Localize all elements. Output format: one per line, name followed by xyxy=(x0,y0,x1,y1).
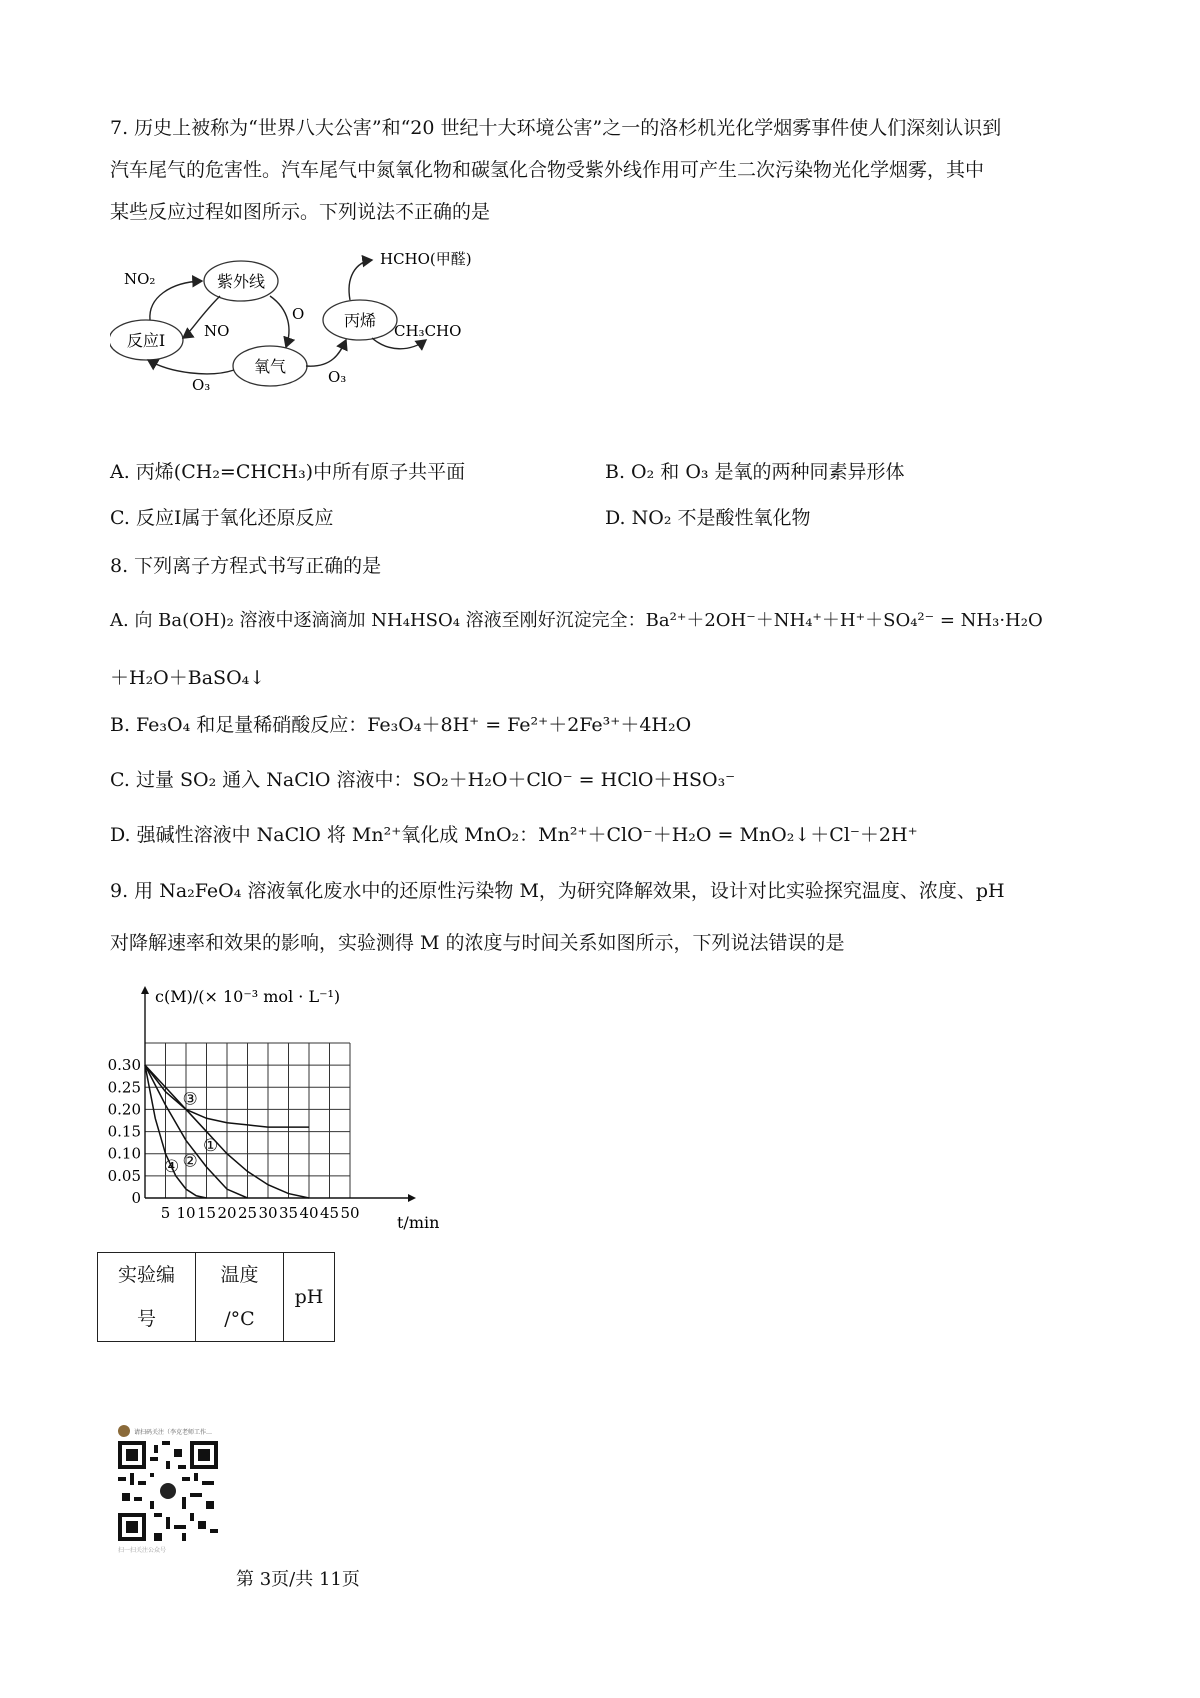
x-tick-label: 50 xyxy=(340,1204,360,1222)
series-label: ④ xyxy=(164,1157,180,1178)
x-tick-label: 45 xyxy=(319,1204,340,1222)
q8-option-d: D. 强碱性溶液中 NaClO 将 Mn²⁺氧化成 MnO₂：Mn²⁺＋ClO⁻＋H₂O = MnO₂↓＋Cl⁻＋2H⁺ xyxy=(110,824,918,846)
y-tick-label: 0.05 xyxy=(107,1166,141,1185)
label-o: O xyxy=(292,305,305,323)
qr-code-icon[interactable] xyxy=(118,1441,218,1541)
series-label: ① xyxy=(202,1135,219,1156)
x-tick-label: 35 xyxy=(278,1204,299,1222)
x-tick-label: 5 xyxy=(160,1204,171,1222)
x-axis-arrowhead xyxy=(408,1194,416,1202)
x-tick-label: 20 xyxy=(217,1204,237,1222)
arrow-oxygen-to-reaction1 xyxy=(148,360,234,374)
qr-footnote: 扫一扫关注公众号 xyxy=(118,1547,167,1554)
header-experiment-number: 实验编 号 xyxy=(98,1253,196,1342)
q9-stem-line2: 对降解速率和效果的影响，实验测得 M 的浓度与时间关系如图所示，下列说法错误的是 xyxy=(110,932,845,954)
x-tick-label: 10 xyxy=(176,1204,196,1222)
q8-option-b: B. Fe₃O₄ 和足量稀硝酸反应：Fe₃O₄＋8H⁺ = Fe²⁺＋2Fe³⁺＋4H₂O xyxy=(110,714,692,736)
y-tick-label: 0.30 xyxy=(107,1056,141,1075)
y-axis-arrowhead xyxy=(141,986,149,994)
label-no2: NO₂ xyxy=(124,270,156,288)
x-axis-label: t/min xyxy=(397,1213,440,1232)
label-no: NO xyxy=(204,322,230,340)
y-tick-label: 0.25 xyxy=(107,1078,141,1097)
header-ph: pH xyxy=(284,1253,335,1342)
y-tick-label: 0.10 xyxy=(107,1144,141,1163)
q7-option-d: D. NO₂ 不是酸性氧化物 xyxy=(605,507,811,529)
page-number: 第 3页/共 11页 xyxy=(236,1569,360,1590)
avatar xyxy=(118,1425,130,1437)
concentration-time-chart xyxy=(105,980,465,1240)
q7-option-b: B. O₂ 和 O₃ 是氧的两种同素异形体 xyxy=(605,461,905,483)
arrow-propene-to-hcho xyxy=(349,260,372,300)
y-tick-label: 0.15 xyxy=(107,1122,141,1141)
arrow-uv-to-oxygen xyxy=(270,296,289,347)
q7-option-c: C. 反应I属于氧化还原反应 xyxy=(110,507,334,529)
q8-option-c: C. 过量 SO₂ 通入 NaClO 溶液中：SO₂＋H₂O＋ClO⁻ = HClO＋HSO₃⁻ xyxy=(110,769,736,791)
label-reaction1: 反应I xyxy=(126,331,166,350)
arrow-oxygen-to-propene xyxy=(306,340,346,366)
label-ch3cho: CH₃CHO xyxy=(394,322,462,340)
label-propene: 丙烯 xyxy=(343,311,377,330)
x-tick-label: 40 xyxy=(299,1204,319,1222)
experiment-table xyxy=(97,1252,335,1342)
q7-stem-line2: 汽车尾气的危害性。汽车尾气中氮氧化物和碳氢化合物受紫外线作用可产生二次污染物光化学烟雾，其中 xyxy=(110,159,985,181)
y-tick-label: 0.20 xyxy=(107,1100,141,1119)
x-tick-label: 30 xyxy=(258,1204,278,1222)
q8-option-a-line2: ＋H₂O＋BaSO₄↓ xyxy=(110,667,266,689)
q7-stem-line1: 7. 历史上被称为“世界八大公害”和“20 世纪十大环境公害”之一的洛杉机光化学烟雾事件使人们深刻认识到 xyxy=(110,117,1002,139)
q9-stem-line1: 9. 用 Na₂FeO₄ 溶液氧化废水中的还原性污染物 M，为研究降解效果，设计对比实验探究温度、浓度、pH xyxy=(110,880,1005,902)
x-tick-label: 15 xyxy=(196,1204,217,1222)
y-tick-label: 0 xyxy=(131,1189,141,1207)
q8-option-a-line1: A. 向 Ba(OH)₂ 溶液中逐滴滴加 NH₄HSO₄ 溶液至刚好沉淀完全：Ba²⁺＋2OH⁻＋NH₄⁺＋H⁺＋SO₄²⁻ = NH₃·H₂O xyxy=(110,610,1043,631)
label-o3-left: O₃ xyxy=(192,376,211,394)
series-label: ③ xyxy=(182,1089,198,1110)
q7-option-a: A. 丙烯(CH₂=CHCH₃)中所有原子共平面 xyxy=(110,461,466,483)
q8-stem: 8. 下列离子方程式书写正确的是 xyxy=(110,555,382,577)
qr-block xyxy=(118,1425,228,1554)
label-hcho: HCHO(甲醛) xyxy=(380,250,472,268)
label-o3-right: O₃ xyxy=(328,368,347,386)
label-uv: 紫外线 xyxy=(216,272,266,291)
reaction-cycle-diagram xyxy=(110,248,530,428)
x-tick-label: 25 xyxy=(237,1204,258,1222)
arrow-reaction1-to-uv xyxy=(150,281,202,320)
y-axis-label: c(M)/(× 10⁻³ mol · L⁻¹) xyxy=(155,987,341,1006)
header-temperature: 温度 /°C xyxy=(196,1253,284,1342)
series-label: ② xyxy=(182,1151,198,1172)
label-oxygen: 氧气 xyxy=(253,357,287,376)
qr-caption: 请扫码关注（李克老师工作… xyxy=(134,1428,213,1436)
q7-stem-line3: 某些反应过程如图所示。下列说法不正确的是 xyxy=(110,201,491,223)
